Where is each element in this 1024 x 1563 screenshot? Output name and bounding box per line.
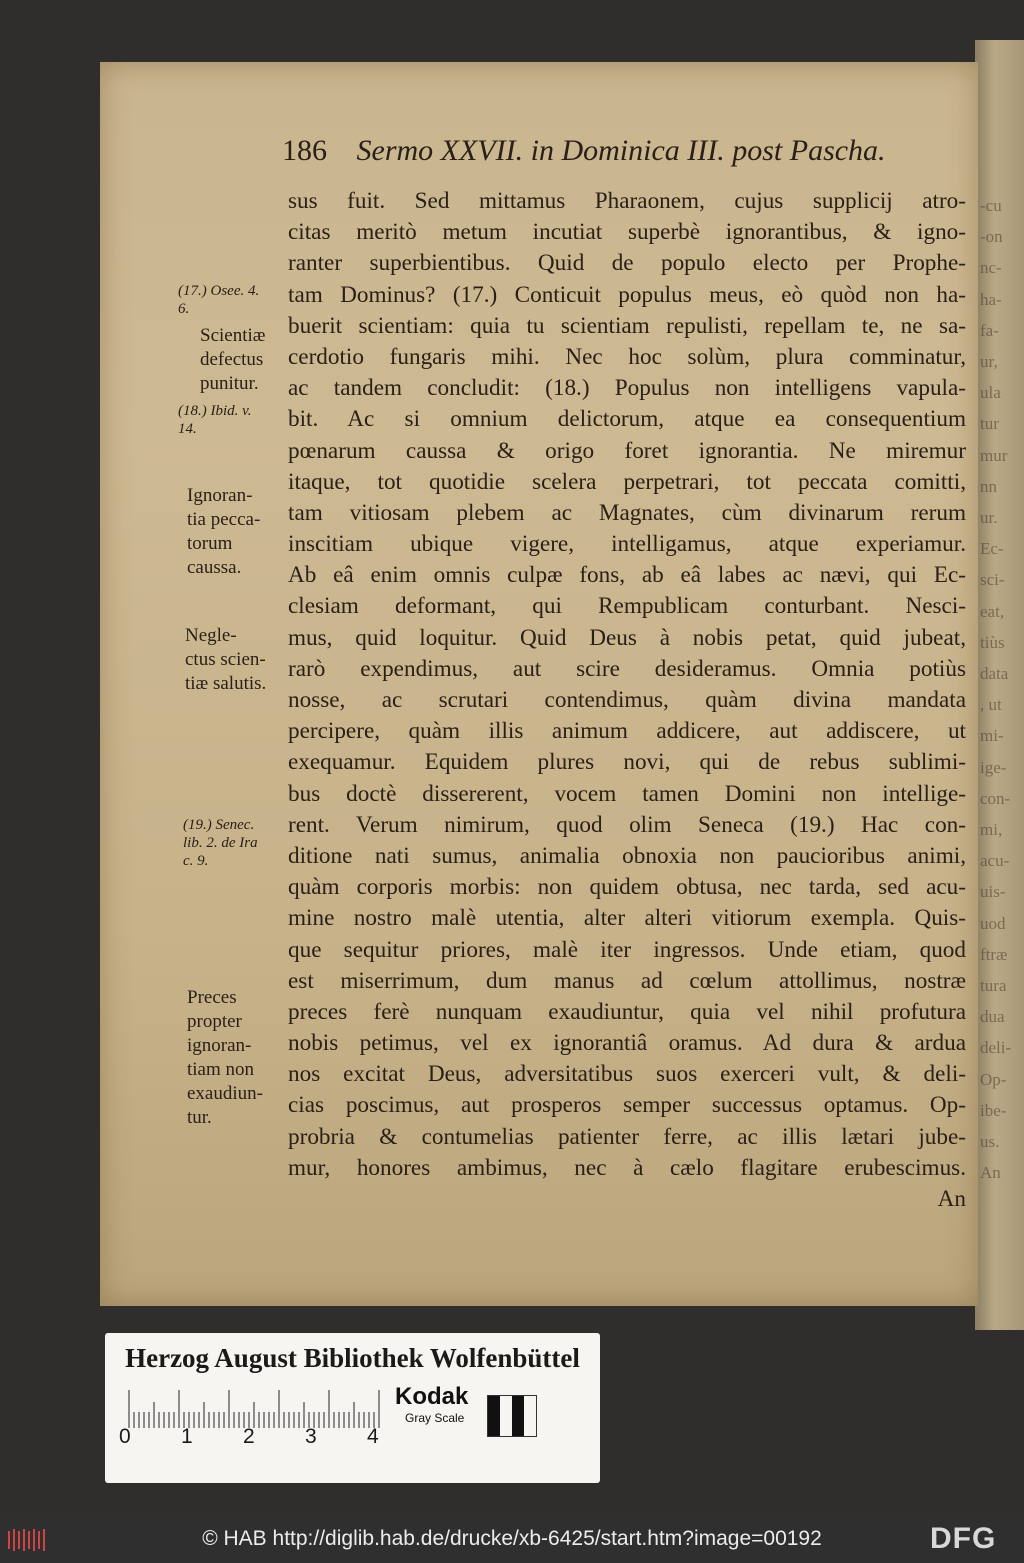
margin-line: (19.) Senec.	[183, 817, 255, 833]
gray-swatch	[487, 1395, 537, 1437]
text-line: bit. Ac si omnium delictorum, atque ea consequentium	[288, 406, 966, 433]
text-line: pœnarum caussa & origo foret ignorantia. Ne miremur	[288, 437, 966, 464]
text-line: exequamur. Equidem plures novi, qui de rebus sublimi-	[288, 749, 966, 776]
ruler-number: 3	[305, 1425, 317, 1448]
margin-line: 14.	[178, 421, 197, 437]
text-line: buerit scientiam: quia tu scientiam repulisti, repellam te, ne sa-	[288, 312, 966, 339]
margin-line: (18.) Ibid. v.	[178, 403, 252, 419]
text-line: ranter superbientibus. Quid de populo electo per Prophe-	[288, 250, 966, 277]
text-line: rent. Verum nimirum, quod olim Seneca (19.) Hac con-	[288, 811, 966, 838]
text-line: que sequitur priores, malè iter ingressos. Unde etiam, quod	[288, 936, 966, 963]
text-line: cerdotio fungaris mihi. Nec hoc solùm, plura comminatur,	[288, 343, 966, 370]
margin-note-19	[183, 816, 258, 870]
text-line: quàm corporis morbis: non quidem obtusa, nec tarda, sed acu-	[288, 874, 966, 901]
text-line: cias poscimus, aut prosperos semper successus optamus. Op-	[288, 1092, 966, 1119]
margin-line: propter	[187, 1011, 242, 1032]
ruler-number: 4	[367, 1425, 379, 1448]
margin-line: defectus	[200, 349, 264, 370]
page-number: 186	[282, 134, 327, 167]
running-title: Sermo XXVII. in Dominica III. post Pascha.	[356, 134, 886, 167]
margin-line: torum	[187, 533, 233, 554]
margin-line: ignoran-	[187, 1035, 252, 1056]
margin-note-18	[178, 402, 251, 438]
margin-line: (17.) Osee. 4.	[178, 283, 260, 299]
margin-line: tiam non	[187, 1059, 255, 1080]
margin-line: c. 9.	[183, 853, 209, 869]
text-line: est miserrimum, dum manus ad cœlum attollimus, nostræ	[288, 967, 966, 994]
text-line: tam vitiosam plebem ac Magnates, cùm divinarum rerum	[288, 499, 966, 526]
text-line: nosse, ac scrutari contendimus, quàm divina mandata	[288, 687, 966, 713]
text-line: bus doctè dissererent, vocem tamen Domini non intellige-	[288, 780, 966, 807]
margin-line: punitur.	[200, 373, 259, 394]
text-line: nos excitat Deus, adversitatibus suos exerceri vult, & deli-	[288, 1061, 966, 1088]
margin-line: Scientiæ	[200, 325, 266, 346]
text-line: mur, honores ambimus, nec à cælo flagitare erubescimus.	[288, 1154, 966, 1181]
margin-gloss-scientiae	[200, 324, 265, 396]
text-line: An	[937, 1186, 966, 1212]
ruler-number: 1	[181, 1425, 193, 1448]
main-text-block	[288, 186, 966, 1215]
margin-line: Preces	[187, 987, 237, 1008]
page-header	[282, 134, 962, 168]
text-line: probria & contumelias patienter ferre, ac illis lætari jube-	[288, 1123, 966, 1150]
margin-gloss-ignorantia	[187, 484, 260, 580]
text-line: nobis petimus, vel ex ignorantiâ oramus. Ad dura & ardua	[288, 1030, 966, 1057]
text-line: itaque, tot quotidie scelera perpetrari, tot peccata comitti,	[288, 468, 966, 495]
footer-bar	[0, 1515, 1024, 1563]
text-line: ditione nati sumus, animalia obnoxia non paucioribus animi,	[288, 842, 966, 869]
text-line: sus fuit. Sed mittamus Pharaonem, cujus supplicij atro-	[288, 188, 966, 214]
text-line: percipere, quàm illis animum addicere, aut addiscere, ut	[288, 718, 966, 745]
text-line: rarò expendimus, aut scire desideramus. Omnia potiùs	[288, 655, 966, 682]
margin-line: tiæ salutis.	[185, 673, 267, 694]
gray-scale-label: Gray Scale	[405, 1411, 465, 1425]
next-page-edge	[975, 40, 1024, 1330]
ruler-number: 2	[243, 1425, 255, 1448]
ruler-number: 0	[119, 1425, 131, 1448]
margin-line: lib. 2. de Ira	[183, 835, 258, 851]
text-line: clesiam deformant, qui Rempublicam conturbant. Nesci-	[288, 593, 966, 620]
institution-name: Herzog August Bibliothek Wolfenbüttel	[125, 1343, 580, 1373]
ruler-numbers	[119, 1425, 419, 1451]
text-line: citas meritò metum incutiat superbè ignorantibus, & igno-	[288, 219, 966, 246]
margin-line: exaudiun-	[187, 1083, 263, 1104]
kodak-logo: Kodak	[395, 1383, 469, 1410]
margin-line: caussa.	[187, 557, 242, 578]
margin-line: ctus scien-	[185, 649, 266, 670]
margin-line: Negle-	[185, 625, 237, 646]
ruler-scale	[127, 1388, 387, 1428]
margin-gloss-neglectus	[185, 624, 266, 696]
margin-gloss-preces	[187, 986, 263, 1130]
margin-note-17	[178, 282, 259, 318]
next-page-fragments: -cu -on nc- ha- fa- ur, ula tur mur nn ur. Ec- sci- eat, tiùs data , ut mi- ige- con- mi, acu- uis- uod ftræ tura dua deli- Op- ibe- us. An	[980, 196, 1012, 1183]
text-line: mus, quid loquitur. Quid Deus à nobis petat, quid jubeat,	[288, 624, 966, 651]
text-line: ac tandem concludit: (18.) Populus non intelligens vapula-	[288, 375, 966, 402]
margin-line: Ignoran-	[187, 485, 253, 506]
margin-line: tia pecca-	[187, 509, 261, 530]
footer-credit-link[interactable]: © HAB http://diglib.hab.de/drucke/xb-6425/start.htm?image=00192	[202, 1527, 822, 1550]
text-line: tam Dominus? (17.) Conticuit populus meus, eò quòd non ha-	[288, 281, 966, 308]
text-line: mine nostro malè utentia, alter alteri vitiorum exempla. Quis-	[288, 905, 966, 932]
dfg-logo: DFG	[930, 1522, 997, 1555]
margin-line: 6.	[178, 301, 190, 317]
text-line: inscitiam ubique vigere, intelligamus, atque experiamur.	[288, 531, 966, 558]
colour-reference-card	[105, 1333, 600, 1483]
margin-line: tur.	[187, 1107, 212, 1128]
text-line: Ab eâ enim omnis culpæ fons, ab eâ labes ac nævi, qui Ec-	[288, 562, 966, 589]
text-line: preces ferè nunquam exaudiuntur, quia vel nihil profutura	[288, 998, 966, 1025]
